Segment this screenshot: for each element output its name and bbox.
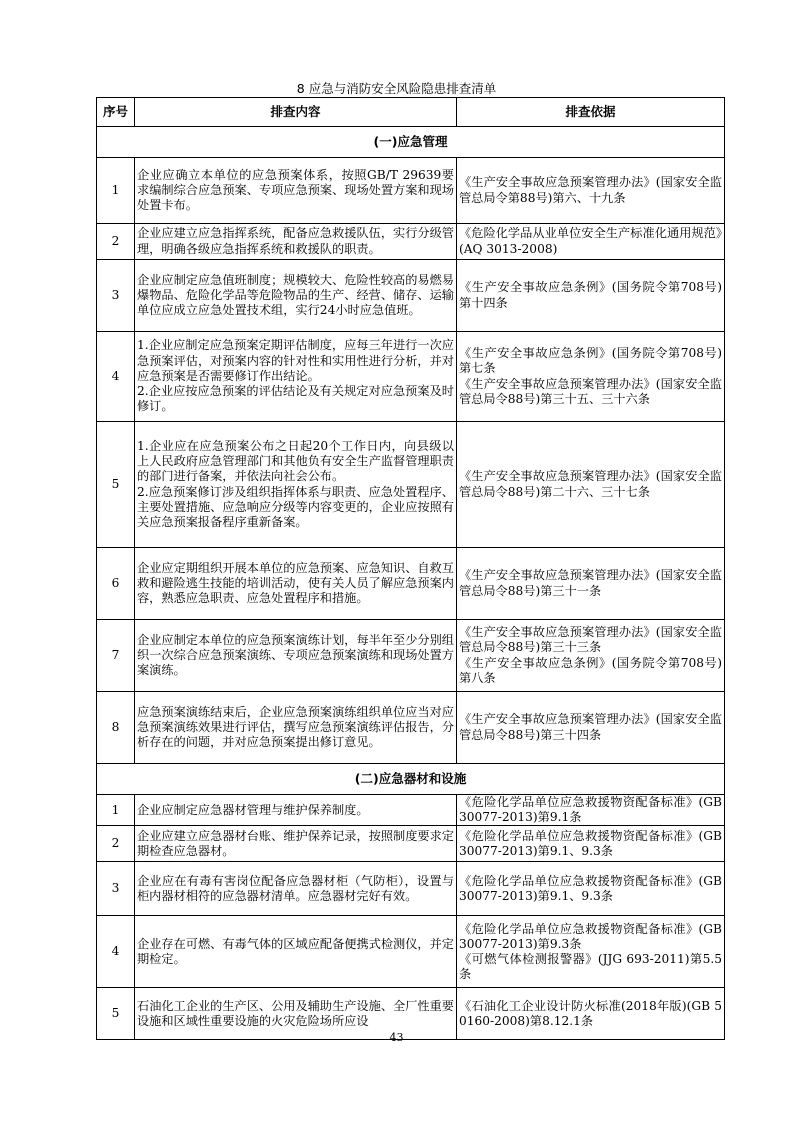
- check-basis-cell: [457, 224, 725, 260]
- check-basis-text: 《生产安全事故应急条例》(国务院令第708号)第十四条: [459, 280, 722, 310]
- table-row: [97, 795, 725, 826]
- header-content: 排查内容: [135, 98, 457, 127]
- check-content-cell: [135, 692, 457, 764]
- table-row: [97, 260, 725, 332]
- row-number: 3: [97, 862, 135, 916]
- check-content-text: 企业应定期组织开展本单位的应急预案、应急知识、自救互救和避险逃生技能的培训活动，使有关人员了解应急预案内容，熟悉应急职责、应急处置程序和措施。: [137, 560, 454, 606]
- section-header-row: [97, 127, 725, 158]
- header-basis: 排查依据: [457, 98, 725, 127]
- check-content-cell: [135, 862, 457, 916]
- check-basis-cell: [457, 548, 725, 620]
- check-content-cell: [135, 158, 457, 224]
- check-content-cell: [135, 916, 457, 988]
- check-content-cell: [135, 548, 457, 620]
- row-number: 8: [97, 692, 135, 764]
- table-row: [97, 916, 725, 988]
- check-basis-cell: [457, 620, 725, 692]
- check-content-text: 2.企业应按应急预案的评估结论及有关规定对应急预案及时修订。: [137, 384, 454, 414]
- check-basis-text: 《生产安全事故应急预案管理办法》(国家安全监管总局令88号)第三十一条: [459, 568, 722, 598]
- row-number: 4: [97, 916, 135, 988]
- row-number: 2: [97, 826, 135, 862]
- check-basis-cell: [457, 260, 725, 332]
- check-content-text: 1.企业应在应急预案公布之日起20个工作日内，向县级以上人民政府应急管理部门和其他负有安全生产监督管理职责的部门进行备案，并依法向社会公布。: [137, 438, 454, 484]
- check-basis-text: 《生产安全事故应急预案管理办法》(国家安全监管总局令88号)第三十四条: [459, 712, 722, 742]
- checklist-table: [96, 97, 725, 1040]
- check-content-text: 企业应建立应急指挥系统，配备应急救援队伍，实行分级管理，明确各级应急指挥系统和救援队的职责。: [137, 226, 454, 256]
- check-content-text: 企业应制定应急值班制度；规模较大、危险性较高的易燃易爆物品、危险化学品等危险物品的生产、经营、储存、运输单位应成立应急处置技术组，实行24小时应急值班。: [137, 272, 454, 318]
- check-content-text: 2.应急预案修订涉及组织指挥体系与职责、应急处置程序、主要处置措施、应急响应分级等内容变更的，企业应按照有关应急预案报备程序重新备案。: [137, 484, 454, 529]
- row-number: 3: [97, 260, 135, 332]
- table-row: [97, 826, 725, 862]
- page-number: 43: [389, 1031, 404, 1044]
- row-number: 5: [97, 988, 135, 1040]
- table-row: [97, 620, 725, 692]
- check-basis-text: 《可燃气体检测报警器》(JJG 693-2011)第5.5条: [459, 951, 722, 982]
- check-basis-text: 《危险化学品单位应急救援物资配备标准》(GB 30077-2013)第9.1、9.3条: [459, 828, 722, 858]
- table-row: [97, 422, 725, 548]
- check-content-cell: [135, 620, 457, 692]
- checklist-body: [97, 127, 725, 1040]
- check-basis-cell: [457, 916, 725, 988]
- check-basis-text: 《生产安全事故应急条例》(国务院令第708号)第八条: [459, 655, 722, 685]
- check-content-text: 企业应制定本单位的应急预案演练计划，每半年至少分别组织一次综合应急预案演练、专项应急预案演练和现场处置方案演练。: [137, 632, 454, 678]
- section-header-row: [97, 764, 725, 795]
- check-content-cell: [135, 795, 457, 826]
- check-content-text: 企业应确立本单位的应急预案体系，按照GB/T 29639要求编制综合应急预案、专项应急预案、现场处置方案和现场处置卡布。: [137, 167, 454, 213]
- header-row: [97, 98, 725, 127]
- check-content-text: 石油化工企业的生产区、公用及辅助生产设施、全厂性重要设施和区域性重要设施的火灾危险场所应设: [137, 998, 454, 1028]
- check-basis-text: 《危险化学品单位应急救援物资配备标准》(GB 30077-2013)第9.1条: [459, 795, 722, 825]
- row-number: 2: [97, 224, 135, 260]
- check-content-text: 企业应在有毒有害岗位配备应急器材柜（气防柜），设置与柜内器材相符的应急器材清单。应急器材完好有效。: [137, 873, 454, 903]
- check-basis-text: 《危险化学品单位应急救援物资配备标准》(GB 30077-2013)第9.3条: [459, 921, 722, 951]
- table-row: [97, 332, 725, 422]
- check-content-cell: [135, 826, 457, 862]
- check-basis-cell: [457, 795, 725, 826]
- check-content-cell: [135, 224, 457, 260]
- check-basis-text: 《生产安全事故应急预案管理办法》(国家安全监管总局令88号)第三十五、三十六条: [459, 376, 722, 406]
- check-basis-cell: [457, 862, 725, 916]
- table-row: [97, 548, 725, 620]
- check-basis-text: 《危险化学品从业单位安全生产标准化通用规范》(AQ 3013-2008): [459, 226, 722, 256]
- check-basis-text: 《石油化工企业设计防火标准(2018年版)(GB 50160-2008)第8.12.1条: [459, 998, 722, 1028]
- check-content-cell: [135, 260, 457, 332]
- section-title: (二)应急器材和设施: [97, 764, 725, 795]
- page-title: 8 应急与消防安全风险隐患排查清单: [296, 81, 497, 96]
- check-basis-cell: [457, 332, 725, 422]
- table-row: [97, 158, 725, 224]
- table-row: [97, 692, 725, 764]
- check-basis-text: 《生产安全事故应急预案管理办法》(国家安全监管总局令第88号)第六、十九条: [459, 175, 722, 205]
- table-row: [97, 862, 725, 916]
- check-basis-text: 《生产安全事故应急预案管理办法》(国家安全监管总局令88号)第三十三条: [459, 625, 722, 655]
- check-basis-text: 《生产安全事故应急预案管理办法》(国家安全监管总局令88号)第二十六、三十七条: [459, 469, 722, 499]
- check-basis-text: 《生产安全事故应急条例》(国务院令第708号)第七条: [459, 346, 722, 376]
- row-number: 5: [97, 422, 135, 548]
- check-basis-cell: [457, 826, 725, 862]
- row-number: 7: [97, 620, 135, 692]
- table-row: [97, 224, 725, 260]
- check-basis-text: 《危险化学品单位应急救援物资配备标准》(GB 30077-2013)第9.1、9.3条: [459, 873, 722, 903]
- check-content-text: 企业应制定应急器材管理与维护保养制度。: [137, 802, 369, 817]
- row-number: 1: [97, 795, 135, 826]
- check-content-text: 1.企业应制定应急预案定期评估制度，应每三年进行一次应急预案评估，对预案内容的针对性和实用性进行分析，并对应急预案是否需要修订作出结论。: [137, 338, 454, 383]
- row-number: 1: [97, 158, 135, 224]
- header-no: 序号: [97, 98, 135, 127]
- check-basis-cell: [457, 422, 725, 548]
- check-content-cell: [135, 422, 457, 548]
- check-content-text: 企业应建立应急器材台账、维护保养记录，按照制度要求定期检查应急器材。: [137, 828, 454, 858]
- check-content-text: 企业存在可燃、有毒气体的区域应配备便携式检测仪，并定期检定。: [137, 936, 454, 966]
- check-basis-cell: [457, 158, 725, 224]
- section-title: (一)应急管理: [97, 127, 725, 158]
- check-content-cell: [135, 332, 457, 422]
- check-basis-cell: [457, 692, 725, 764]
- row-number: 6: [97, 548, 135, 620]
- row-number: 4: [97, 332, 135, 422]
- check-content-text: 应急预案演练结束后，企业应急预案演练组织单位应当对应急预案演练效果进行评估，撰写应急预案演练评估报告，分析存在的问题，并对应急预案提出修订意见。: [137, 704, 454, 750]
